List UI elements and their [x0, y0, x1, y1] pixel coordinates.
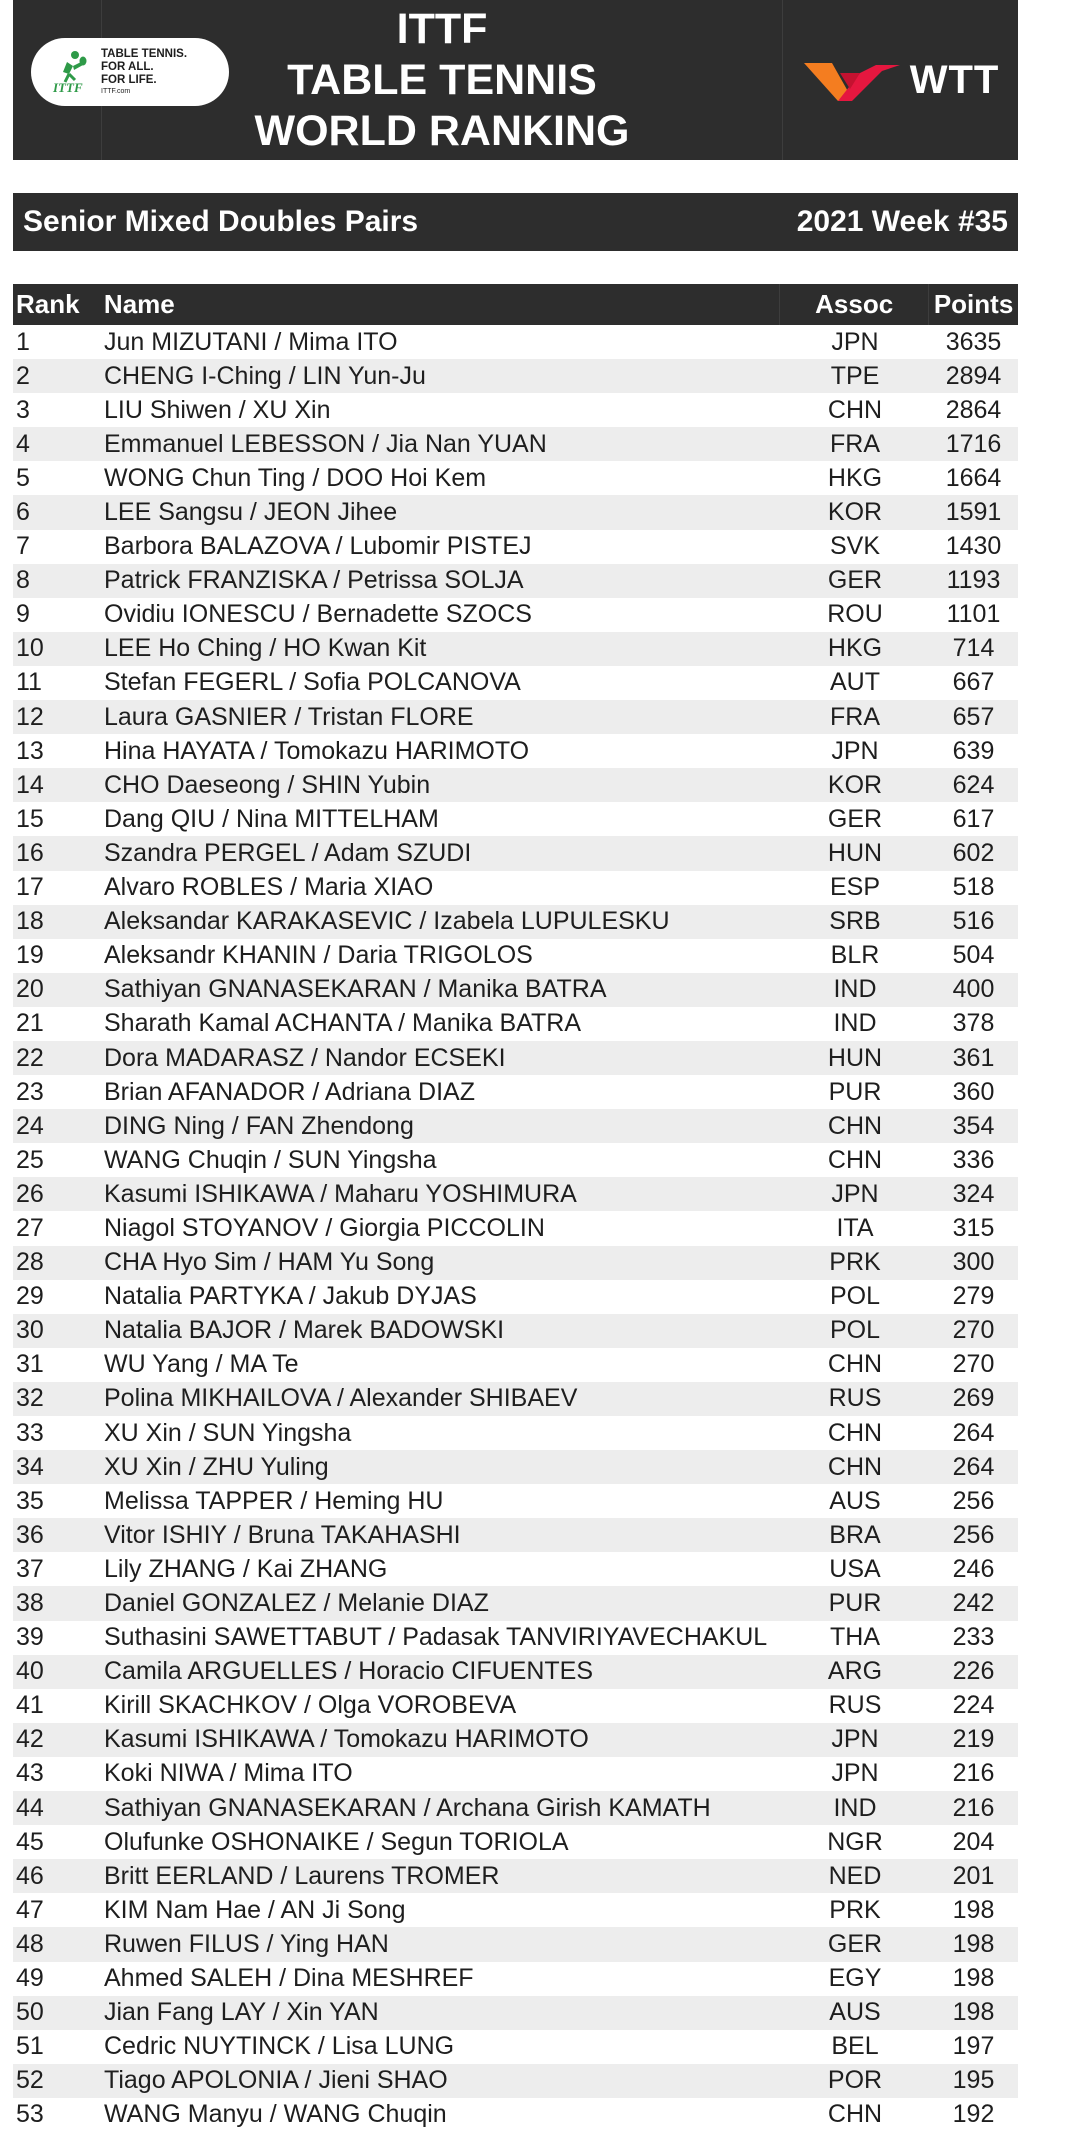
table-row — [13, 1450, 1018, 1484]
assoc-cell: BLR — [830, 941, 880, 970]
table-row — [13, 1859, 1018, 1893]
points-cell: 269 — [952, 1384, 995, 1413]
name-cell: Ruwen FILUS / Ying HAN — [104, 1929, 389, 1958]
assoc-cell: BEL — [831, 2032, 879, 2061]
rank-cell: 46 — [16, 1861, 44, 1890]
rank-cell: 23 — [16, 1077, 44, 1106]
rank-cell: 3 — [16, 395, 30, 424]
points-cell: 197 — [952, 2032, 995, 2061]
name-cell: Kasumi ISHIKAWA / Tomokazu HARIMOTO — [104, 1725, 589, 1754]
name-cell: Melissa TAPPER / Heming HU — [104, 1486, 444, 1515]
table-row — [13, 836, 1018, 870]
header-right-cell — [782, 0, 1018, 160]
assoc-cell: ESP — [829, 873, 881, 902]
points-cell: 264 — [952, 1418, 995, 1447]
assoc-cell: AUS — [829, 1998, 881, 2027]
table-row — [13, 1518, 1018, 1552]
table-row — [13, 1655, 1018, 1689]
rank-cell: 19 — [16, 941, 44, 970]
ittf-logo — [31, 38, 229, 106]
table-row — [13, 1211, 1018, 1245]
name-cell: Aleksandar KARAKASEVIC / Izabela LUPULESKU — [104, 907, 670, 936]
name-cell: Hina HAYATA / Tomokazu HARIMOTO — [104, 736, 530, 765]
points-cell: 3635 — [945, 327, 1002, 356]
table-row — [13, 632, 1018, 666]
rank-cell: 43 — [16, 1759, 44, 1788]
table-row — [13, 1757, 1018, 1791]
rank-cell: 45 — [16, 1827, 44, 1856]
table-row — [13, 1586, 1018, 1620]
name-cell: Natalia BAJOR / Marek BADOWSKI — [104, 1316, 505, 1345]
points-cell: 198 — [952, 1929, 995, 1958]
points-cell: 1591 — [945, 498, 1002, 527]
table-row — [13, 871, 1018, 905]
title-line-3: WORLD RANKING — [254, 106, 630, 155]
name-cell: XU Xin / SUN Yingsha — [104, 1418, 352, 1447]
assoc-cell: JPN — [831, 1725, 879, 1754]
assoc-cell: CHN — [827, 1418, 883, 1447]
assoc-cell: FRA — [830, 702, 880, 731]
points-cell: 315 — [952, 1213, 995, 1242]
rank-cell: 53 — [16, 2100, 44, 2129]
points-cell: 360 — [952, 1077, 995, 1106]
rank-cell: 20 — [16, 975, 44, 1004]
name-cell: Jun MIZUTANI / Mima ITO — [104, 327, 398, 356]
assoc-cell: TPE — [830, 361, 880, 390]
name-cell: Ovidiu IONESCU / Bernadette SZOCS — [104, 600, 532, 629]
name-cell: Polina MIKHAILOVA / Alexander SHIBAEV — [104, 1384, 578, 1413]
table-row — [13, 530, 1018, 564]
points-cell: 242 — [952, 1589, 995, 1618]
assoc-cell: POL — [829, 1316, 881, 1345]
points-cell: 264 — [952, 1452, 995, 1481]
assoc-cell: USA — [829, 1554, 881, 1583]
name-cell: WANG Chuqin / SUN Yingsha — [104, 1145, 437, 1174]
assoc-cell: PUR — [828, 1077, 882, 1106]
points-cell: 667 — [952, 668, 995, 697]
name-cell: Koki NIWA / Mima ITO — [104, 1759, 353, 1788]
name-cell: Sathiyan GNANASEKARAN / Manika BATRA — [104, 975, 607, 1004]
name-cell: Kasumi ISHIKAWA / Maharu YOSHIMURA — [104, 1179, 577, 1208]
points-cell: 602 — [952, 838, 995, 867]
assoc-cell: ITA — [836, 1213, 874, 1242]
header-left-cell — [13, 0, 188, 160]
rank-cell: 4 — [16, 429, 30, 458]
name-cell: KIM Nam Hae / AN Ji Song — [104, 1895, 406, 1924]
table-row — [13, 1791, 1018, 1825]
table-row — [13, 2064, 1018, 2098]
table-row — [13, 1109, 1018, 1143]
rank-cell: 44 — [16, 1793, 44, 1822]
table-row — [13, 325, 1018, 359]
assoc-cell: AUT — [830, 668, 880, 697]
assoc-cell: IND — [833, 1793, 877, 1822]
name-cell: Szandra PERGEL / Adam SZUDI — [104, 838, 472, 867]
points-cell: 1101 — [946, 600, 1001, 629]
name-cell: Lily ZHANG / Kai ZHANG — [104, 1554, 388, 1583]
rank-cell: 42 — [16, 1725, 44, 1754]
assoc-cell: JPN — [831, 1759, 879, 1788]
name-cell: WANG Manyu / WANG Chuqin — [104, 2100, 447, 2129]
table-row — [13, 1280, 1018, 1314]
table-row — [13, 1825, 1018, 1859]
name-cell: CHO Daeseong / SHIN Yubin — [104, 770, 431, 799]
rank-cell: 52 — [16, 2066, 44, 2095]
points-cell: 279 — [952, 1282, 995, 1311]
assoc-cell: GER — [827, 1929, 883, 1958]
assoc-cell: HUN — [827, 838, 883, 867]
points-cell: 624 — [952, 770, 995, 799]
name-cell: Camila ARGUELLES / Horacio CIFUENTES — [104, 1657, 594, 1686]
name-cell: Dang QIU / Nina MITTELHAM — [104, 804, 439, 833]
assoc-cell: AUS — [829, 1486, 881, 1515]
column-header-rank: Rank — [16, 289, 80, 319]
rank-cell: 1 — [16, 327, 30, 356]
assoc-cell: CHN — [827, 1350, 883, 1379]
table-row — [13, 700, 1018, 734]
points-cell: 714 — [952, 634, 995, 663]
table-header — [13, 284, 1018, 325]
name-cell: Sharath Kamal ACHANTA / Manika BATRA — [104, 1009, 582, 1038]
points-cell: 216 — [952, 1759, 995, 1788]
assoc-cell: CHN — [827, 2100, 883, 2129]
table-row — [13, 2030, 1018, 2064]
points-cell: 1193 — [946, 566, 1001, 595]
points-cell: 246 — [952, 1554, 995, 1583]
points-cell: 224 — [952, 1691, 995, 1720]
assoc-cell: CHN — [827, 395, 883, 424]
points-cell: 516 — [952, 907, 995, 936]
points-cell: 2894 — [945, 361, 1002, 390]
table-row — [13, 939, 1018, 973]
assoc-cell: PUR — [828, 1589, 882, 1618]
table-row — [13, 1041, 1018, 1075]
points-cell: 518 — [952, 873, 995, 902]
table-row — [13, 495, 1018, 529]
rank-cell: 2 — [16, 361, 30, 390]
table-row — [13, 1962, 1018, 1996]
assoc-cell: KOR — [827, 498, 883, 527]
points-cell: 201 — [952, 1861, 995, 1890]
assoc-cell: NGR — [827, 1827, 883, 1856]
assoc-cell: PRK — [829, 1248, 881, 1277]
name-cell: DING Ning / FAN Zhendong — [104, 1111, 414, 1140]
rank-cell: 9 — [16, 600, 30, 629]
name-cell: Dora MADARASZ / Nandor ECSEKI — [104, 1043, 506, 1072]
assoc-cell: ROU — [827, 600, 883, 629]
points-cell: 219 — [952, 1725, 995, 1754]
name-cell: Patrick FRANZISKA / Petrissa SOLJA — [104, 566, 524, 595]
points-cell: 361 — [952, 1043, 995, 1072]
table-row — [13, 1893, 1018, 1927]
rank-cell: 49 — [16, 1964, 44, 1993]
name-cell: LEE Sangsu / JEON Jihee — [104, 498, 398, 527]
points-cell: 324 — [952, 1179, 995, 1208]
table-row — [13, 1314, 1018, 1348]
table-row — [13, 734, 1018, 768]
name-cell: LEE Ho Ching / HO Kwan Kit — [104, 634, 427, 663]
table-row — [13, 1689, 1018, 1723]
points-cell: 204 — [952, 1827, 995, 1856]
assoc-cell: HKG — [827, 634, 883, 663]
name-cell: Britt EERLAND / Laurens TROMER — [104, 1861, 500, 1890]
assoc-cell: HKG — [827, 463, 883, 492]
points-cell: 216 — [952, 1793, 995, 1822]
name-cell: Alvaro ROBLES / Maria XIAO — [104, 873, 434, 902]
table-row — [13, 1075, 1018, 1109]
rank-cell: 12 — [16, 702, 44, 731]
points-cell: 270 — [952, 1350, 995, 1379]
table-row — [13, 1552, 1018, 1586]
ittf-tagline: TABLE TENNIS. FOR ALL. FOR LIFE. ITTF.com — [101, 47, 188, 95]
assoc-cell: NED — [828, 1861, 882, 1890]
table-row — [13, 359, 1018, 393]
assoc-cell: RUS — [828, 1384, 882, 1413]
name-cell: Daniel GONZALEZ / Melanie DIAZ — [104, 1589, 489, 1618]
points-cell: 504 — [952, 941, 995, 970]
rank-cell: 48 — [16, 1929, 44, 1958]
name-cell: Emmanuel LEBESSON / Jia Nan YUAN — [104, 429, 547, 458]
name-cell: Kirill SKACHKOV / Olga VOROBEVA — [104, 1691, 517, 1720]
table-row — [13, 2098, 1018, 2132]
assoc-cell: JPN — [831, 327, 879, 356]
table-row — [13, 1927, 1018, 1961]
rank-cell: 50 — [16, 1998, 44, 2027]
rank-cell: 18 — [16, 907, 44, 936]
assoc-cell: POR — [827, 2066, 883, 2095]
name-cell: Suthasini SAWETTABUT / Padasak TANVIRIYAVECHAKUL — [104, 1623, 768, 1652]
assoc-cell: CHN — [827, 1111, 883, 1140]
rank-cell: 14 — [16, 770, 44, 799]
name-cell: Ahmed SALEH / Dina MESHREF — [104, 1964, 474, 1993]
points-cell: 2864 — [945, 395, 1002, 424]
column-header-assoc: Assoc — [780, 284, 929, 325]
assoc-cell: JPN — [831, 1179, 879, 1208]
assoc-cell: EGY — [828, 1964, 882, 1993]
assoc-cell: THA — [830, 1623, 880, 1652]
table-row — [13, 1382, 1018, 1416]
table-row — [13, 1348, 1018, 1382]
rank-cell: 39 — [16, 1623, 44, 1652]
rank-cell: 38 — [16, 1589, 44, 1618]
name-cell: Sathiyan GNANASEKARAN / Archana Girish KAMATH — [104, 1793, 711, 1822]
name-cell: Laura GASNIER / Tristan FLORE — [104, 702, 474, 731]
rank-cell: 5 — [16, 463, 30, 492]
name-cell: Jian Fang LAY / Xin YAN — [104, 1998, 379, 2027]
points-cell: 1430 — [945, 532, 1002, 561]
name-cell: Stefan FEGERL / Sofia POLCANOVA — [104, 668, 521, 697]
rank-cell: 6 — [16, 498, 30, 527]
table-row — [13, 1621, 1018, 1655]
table-row — [13, 973, 1018, 1007]
assoc-cell: FRA — [830, 429, 880, 458]
table-row — [13, 1246, 1018, 1280]
ranking-week: 2021 Week #35 — [796, 205, 1008, 238]
name-cell: Aleksandr KHANIN / Daria TRIGOLOS — [104, 941, 533, 970]
table-row — [13, 564, 1018, 598]
name-cell: Olufunke OSHONAIKE / Segun TORIOLA — [104, 1827, 569, 1856]
table-row — [13, 768, 1018, 802]
table-row — [13, 598, 1018, 632]
assoc-cell: GER — [827, 566, 883, 595]
name-cell: WONG Chun Ting / DOO Hoi Kem — [104, 463, 487, 492]
rank-cell: 41 — [16, 1691, 44, 1720]
table-body — [13, 325, 1018, 2132]
assoc-cell: SVK — [829, 532, 881, 561]
rank-cell: 30 — [16, 1316, 44, 1345]
table-row — [13, 427, 1018, 461]
rank-cell: 51 — [16, 2032, 44, 2061]
title-line-1: ITTF — [396, 4, 488, 53]
assoc-cell: KOR — [827, 770, 883, 799]
rank-cell: 29 — [16, 1282, 44, 1311]
assoc-cell: PRK — [829, 1895, 881, 1924]
points-cell: 639 — [952, 736, 995, 765]
table-row — [13, 1007, 1018, 1041]
points-cell: 226 — [952, 1657, 995, 1686]
rank-cell: 26 — [16, 1179, 44, 1208]
rank-cell: 40 — [16, 1657, 44, 1686]
points-cell: 195 — [952, 2066, 995, 2095]
column-header-name: Name — [101, 284, 780, 325]
rank-cell: 32 — [16, 1384, 44, 1413]
name-cell: Natalia PARTYKA / Jakub DYJAS — [104, 1282, 477, 1311]
rank-cell: 28 — [16, 1248, 44, 1277]
points-cell: 192 — [952, 2100, 995, 2129]
name-cell: CHA Hyo Sim / HAM Yu Song — [104, 1248, 435, 1277]
table-row — [13, 1723, 1018, 1757]
column-header-points: Points — [933, 289, 1014, 319]
assoc-cell: BRA — [829, 1520, 881, 1549]
rank-cell: 21 — [16, 1009, 44, 1038]
table-row — [13, 905, 1018, 939]
points-cell: 270 — [952, 1316, 995, 1345]
points-cell: 256 — [952, 1520, 995, 1549]
name-cell: WU Yang / MA Te — [104, 1350, 299, 1379]
ittf-wordmark: ITTF — [53, 80, 83, 94]
points-cell: 336 — [952, 1145, 995, 1174]
points-cell: 617 — [952, 804, 995, 833]
name-cell: XU Xin / ZHU Yuling — [104, 1452, 329, 1481]
assoc-cell: HUN — [827, 1043, 883, 1072]
title-line-2: TABLE TENNIS — [287, 55, 597, 104]
points-cell: 198 — [952, 1895, 995, 1924]
assoc-cell: JPN — [831, 736, 879, 765]
wtt-logo-icon — [802, 55, 902, 105]
assoc-cell: IND — [833, 1009, 877, 1038]
table-row — [13, 1177, 1018, 1211]
rank-cell: 34 — [16, 1452, 44, 1481]
table-row — [13, 1996, 1018, 2030]
rank-cell: 33 — [16, 1418, 44, 1447]
wtt-logo — [802, 55, 1000, 105]
rank-cell: 22 — [16, 1043, 44, 1072]
points-cell: 378 — [952, 1009, 995, 1038]
rank-cell: 17 — [16, 873, 44, 902]
table-row — [13, 1484, 1018, 1518]
points-cell: 198 — [952, 1964, 995, 1993]
points-cell: 1664 — [945, 463, 1002, 492]
points-cell: 256 — [952, 1486, 995, 1515]
category-title: Senior Mixed Doubles Pairs — [23, 205, 419, 238]
rank-cell: 31 — [16, 1350, 44, 1379]
ittf-logo-icon — [49, 50, 93, 94]
rank-cell: 24 — [16, 1111, 44, 1140]
assoc-cell: ARG — [827, 1657, 883, 1686]
rank-cell: 11 — [16, 668, 42, 697]
table-row — [13, 666, 1018, 700]
ranking-table — [13, 284, 1018, 2132]
rank-cell: 27 — [16, 1213, 44, 1242]
name-cell: Cedric NUYTINCK / Lisa LUNG — [104, 2032, 455, 2061]
rank-cell: 37 — [16, 1554, 44, 1583]
rank-cell: 36 — [16, 1520, 44, 1549]
table-row — [13, 461, 1018, 495]
rank-cell: 25 — [16, 1145, 44, 1174]
wtt-wordmark: WTT — [909, 57, 1000, 102]
assoc-cell: POL — [829, 1282, 881, 1311]
name-cell: LIU Shiwen / XU Xin — [104, 395, 331, 424]
name-cell: CHENG I-Ching / LIN Yun-Ju — [104, 361, 426, 390]
assoc-cell: RUS — [828, 1691, 882, 1720]
category-bar — [13, 193, 1018, 251]
name-cell: Tiago APOLONIA / Jieni SHAO — [104, 2066, 448, 2095]
table-row — [13, 1416, 1018, 1450]
assoc-cell: GER — [827, 804, 883, 833]
points-cell: 400 — [952, 975, 995, 1004]
assoc-cell: CHN — [827, 1452, 883, 1481]
rank-cell: 8 — [16, 566, 30, 595]
rank-cell: 35 — [16, 1486, 44, 1515]
points-cell: 354 — [952, 1111, 995, 1140]
rank-cell: 13 — [16, 736, 44, 765]
points-cell: 233 — [952, 1623, 995, 1652]
rank-cell: 15 — [16, 804, 44, 833]
ranking-header — [13, 0, 1018, 160]
name-cell: Barbora BALAZOVA / Lubomir PISTEJ — [104, 532, 532, 561]
assoc-cell: IND — [833, 975, 877, 1004]
points-cell: 1716 — [945, 429, 1002, 458]
points-cell: 657 — [952, 702, 995, 731]
rank-cell: 7 — [16, 532, 30, 561]
table-row — [13, 1143, 1018, 1177]
name-cell: Vitor ISHIY / Bruna TAKAHASHI — [104, 1520, 461, 1549]
points-cell: 198 — [952, 1998, 995, 2027]
rank-cell: 47 — [16, 1895, 44, 1924]
name-cell: Brian AFANADOR / Adriana DIAZ — [104, 1077, 475, 1106]
assoc-cell: CHN — [827, 1145, 883, 1174]
table-row — [13, 393, 1018, 427]
rank-cell: 10 — [16, 634, 44, 663]
assoc-cell: SRB — [829, 907, 881, 936]
rank-cell: 16 — [16, 838, 44, 867]
table-row — [13, 802, 1018, 836]
points-cell: 300 — [952, 1248, 995, 1277]
name-cell: Niagol STOYANOV / Giorgia PICCOLIN — [104, 1213, 545, 1242]
